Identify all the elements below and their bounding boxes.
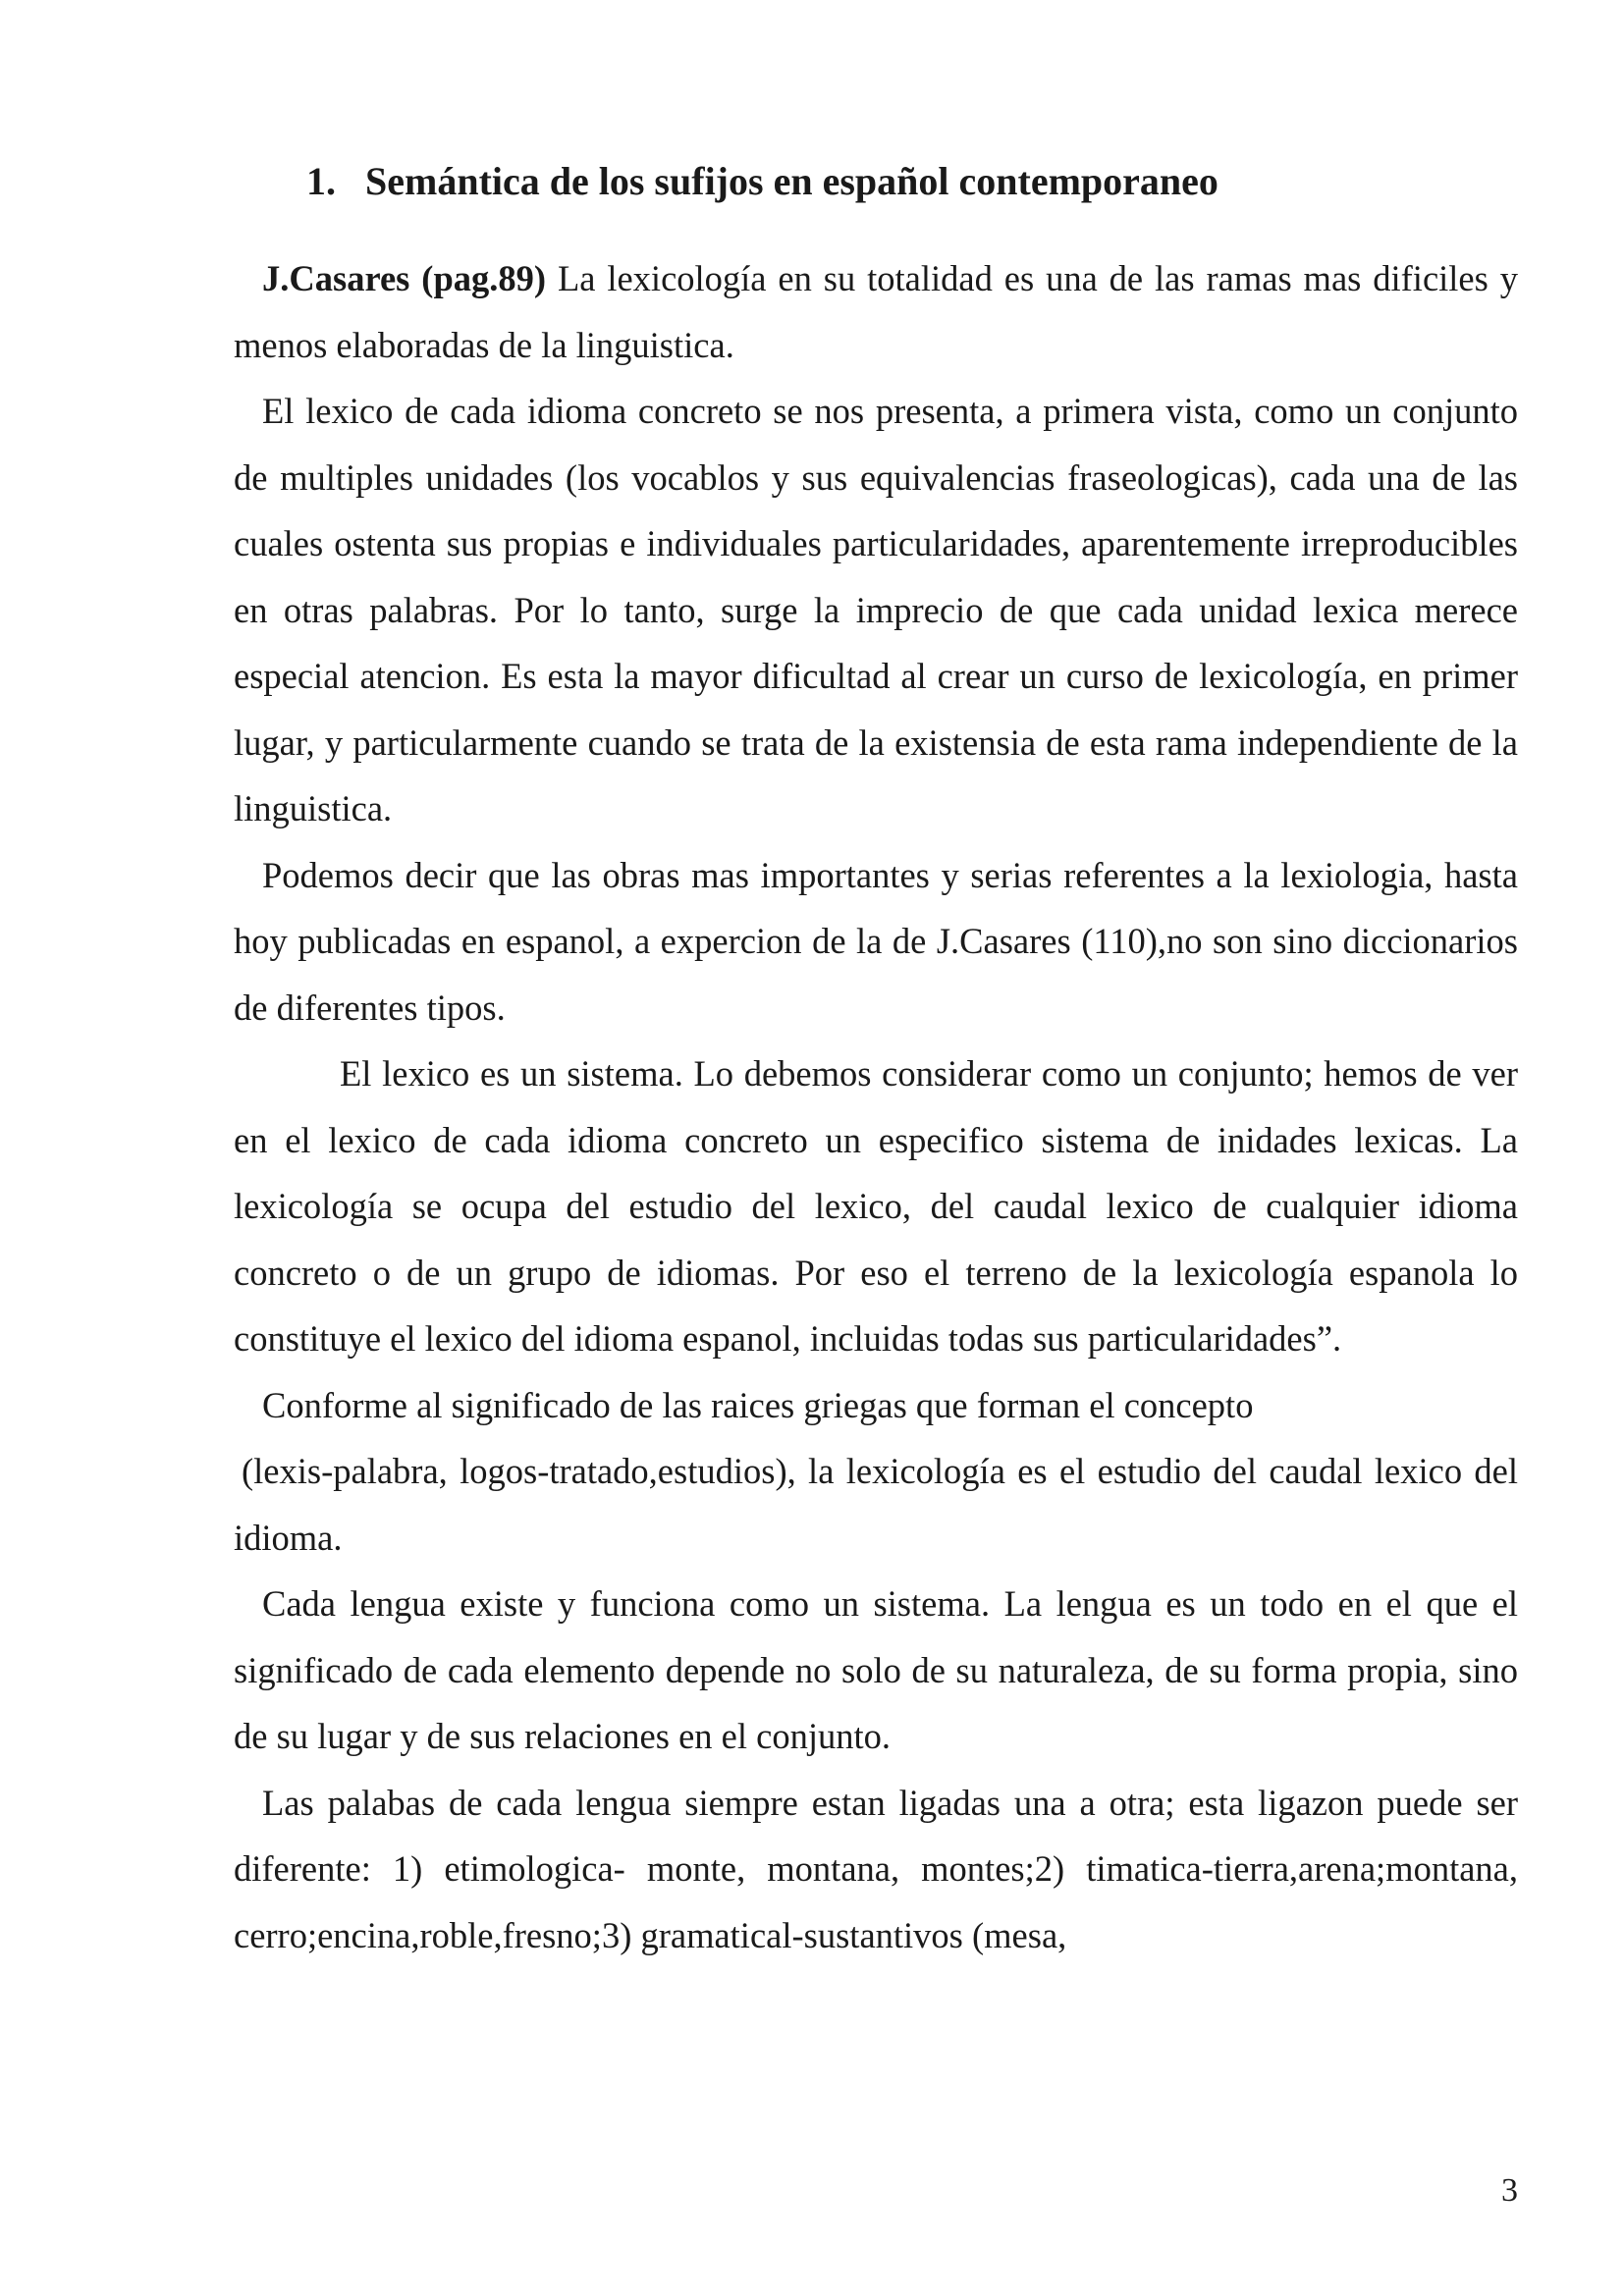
paragraph-7: Cada lengua existe y funciona como un sistema. La lengua es un todo en el que el significado de cada elemento depende no solo de su naturaleza, de su forma propia, sino de su lugar y de sus relaciones en el conjunto.	[234, 1583, 1518, 1756]
paragraph-8: Las palabas de cada lengua siempre estan ligadas una a otra; esta ligazon puede ser diferente: 1) etimologica- monte, montana, montes;2) timatica-tierra,arena;montana, cerro;encina,roble,fresno;3) gramatical-sustantivos (mesa,	[234, 1782, 1518, 1955]
section-heading	[306, 157, 1218, 206]
paragraph-6: (lexis-palabra, logos-tratado,estudios), la lexicología es el estudio del caudal lexico del idioma.	[234, 1451, 1518, 1558]
paragraph-1-text: La lexicología en su totalidad es una de las ramas mas dificiles y menos elaboradas de la linguistica.	[234, 258, 1518, 365]
section-number: 1.	[306, 159, 336, 203]
citation-lead: J.Casares (pag.89)	[262, 258, 547, 298]
page-number: 3	[1501, 2172, 1518, 2209]
paragraph-3: Podemos decir que las obras mas importantes y serias referentes a la lexiologia, hasta hoy publicadas en espanol, a expercion de la de J.Casares (110),no son sino diccionarios de diferentes tipos.	[234, 854, 1518, 1028]
paragraph-4: El lexico es un sistema. Lo debemos considerar como un conjunto; hemos de ver en el lexico de cada idioma concreto un especifico sistema de inidades lexicas. La lexicología se ocupa del estudio del lexico, del caudal lexico de cualquier idioma concreto o de un grupo de idiomas. Por eso el terreno de la lexicología espanola lo constituye el lexico del idioma espanol, incluidas todas sus particularidades”.	[234, 1053, 1518, 1359]
section-title: Semántica de los sufijos en español contemporaneo	[365, 159, 1218, 203]
paragraph-2: El lexico de cada idioma concreto se nos presenta, a primera vista, como un conjunto de multiples unidades (los vocablos y sus equivalencias fraseologicas), cada una de las cuales ostenta sus propias e individuales particularidades, aparentemente irreproducibles en otras palabras. Por lo tanto, surge la imprecio de que cada unidad lexica merece especial atencion. Es esta la mayor dificultad al crear un curso de lexicología, en primer lugar, y particularmente cuando se trata de la existensia de esta rama independiente de la linguistica.	[234, 391, 1518, 828]
paragraph-1	[234, 245, 1518, 378]
body-text	[234, 245, 1518, 1968]
paragraph-5: Conforme al significado de las raices griegas que forman el concepto	[262, 1384, 1254, 1425]
